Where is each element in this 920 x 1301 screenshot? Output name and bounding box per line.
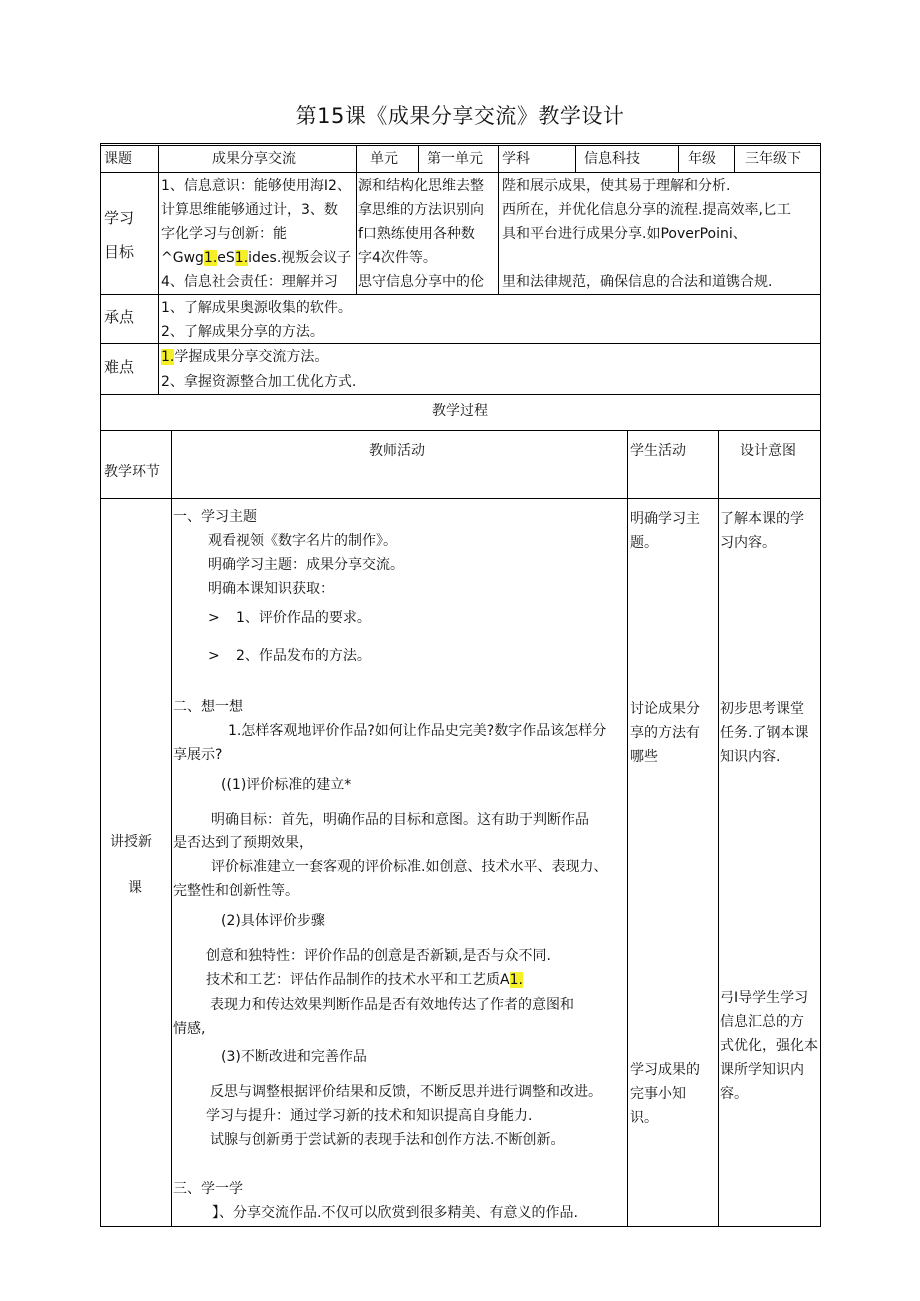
process-heading: 教学过程 bbox=[432, 403, 488, 419]
list-item: 2、作品发布的方法。 bbox=[236, 648, 371, 664]
list-item: 1、评价作品的要求。 bbox=[236, 610, 371, 626]
page-title: 第15课《成果分享交流》教学设计 bbox=[295, 104, 625, 128]
lesson-value: 成果分享交流 bbox=[212, 151, 296, 167]
section-title: 一、学习主题 bbox=[173, 509, 257, 525]
unit-value: 第一单元 bbox=[427, 151, 483, 167]
bullet-icon: > bbox=[208, 610, 220, 626]
key-points-label: 承点 bbox=[104, 308, 135, 326]
grade-label: 年级 bbox=[688, 151, 716, 167]
col-student-header: 学生活动 bbox=[630, 443, 686, 459]
bullet-icon: > bbox=[208, 648, 220, 664]
unit-label: 单元 bbox=[370, 151, 398, 167]
objectives-label: 学习 bbox=[104, 209, 135, 227]
section-title: 二、想一想 bbox=[173, 699, 243, 715]
subject-value: 信息科技 bbox=[584, 151, 640, 167]
col-teacher-header: 教师活动 bbox=[369, 443, 425, 459]
stage-label-2: 课 bbox=[128, 880, 142, 896]
col-intent-header: 设计意图 bbox=[740, 443, 796, 459]
difficulties-label: 难点 bbox=[104, 358, 135, 376]
difficulty-1: 1.学握成果分享交流方法。 bbox=[161, 349, 329, 365]
stage-label: 讲授新 bbox=[110, 834, 152, 850]
objectives-label-2: 目标 bbox=[104, 243, 135, 261]
subject-label: 学科 bbox=[502, 151, 530, 167]
grade-value: 三年级下 bbox=[745, 151, 801, 167]
section-title: 三、学一学 bbox=[173, 1181, 243, 1197]
key-point-2: 2、了解成果分享的方法。 bbox=[161, 324, 324, 340]
key-point-1: 1、了解成果奥源收集的软件。 bbox=[161, 300, 352, 316]
lesson-label: 课题 bbox=[104, 151, 132, 167]
difficulty-2: 2、拿握资源整合加工优化方式. bbox=[161, 374, 357, 390]
col-stage-header: 教学环节 bbox=[104, 464, 160, 480]
